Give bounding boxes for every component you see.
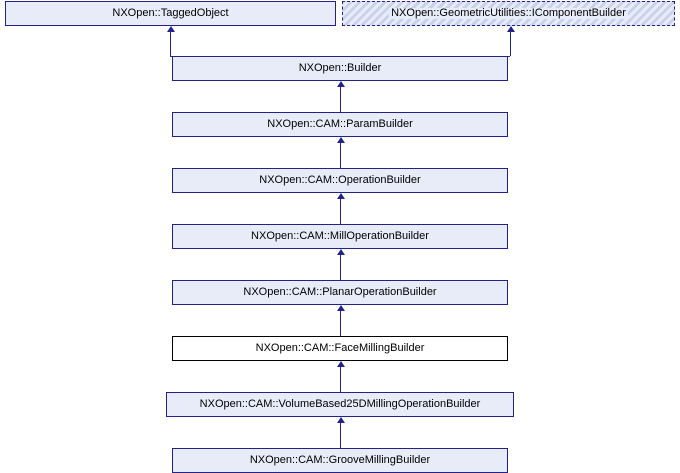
- edge-parambuilder-builder: [340, 87, 341, 112]
- arrowhead-milloperationbuilder-to-operationbuilder: [337, 193, 345, 199]
- arrowhead-planaroperationbuilder-to-milloperationbuilder: [337, 249, 345, 255]
- arrowhead-builder-to-icomponentbuilder: [507, 26, 515, 32]
- class-node-groovemillingbuilder[interactable]: [172, 448, 508, 473]
- class-node-label: NXOpen::CAM::ParamBuilder: [267, 118, 413, 130]
- arrowhead-facemillingbuilder-to-planaroperationbuilder: [337, 305, 345, 311]
- arrowhead-groovemillingbuilder-to-volumebased25d: [337, 417, 345, 423]
- class-node-parambuilder[interactable]: [172, 112, 508, 137]
- arrowhead-builder-to-taggedobject: [167, 26, 175, 32]
- class-node-label: NXOpen::TaggedObject: [112, 7, 229, 19]
- arrowhead-volumebased25d-to-facemillingbuilder: [337, 361, 345, 367]
- class-node-label: NXOpen::CAM::VolumeBased25DMillingOperationBuilder: [199, 398, 481, 410]
- arrowhead-operationbuilder-to-parambuilder: [337, 137, 345, 143]
- class-node-taggedobject[interactable]: [5, 1, 336, 26]
- class-node-volumebased25dmillingoperationbuilder[interactable]: [166, 392, 514, 417]
- edge-planaroperationbuilder-milloperationbuilder: [340, 255, 341, 280]
- class-node-milloperationbuilder[interactable]: [172, 224, 508, 249]
- class-node-label: NXOpen::CAM::OperationBuilder: [259, 174, 421, 186]
- class-node-label: NXOpen::Builder: [298, 62, 382, 74]
- class-node-facemillingbuilder[interactable]: [172, 336, 508, 361]
- class-node-label: NXOpen::CAM::MillOperationBuilder: [251, 230, 429, 242]
- class-node-operationbuilder[interactable]: [172, 168, 508, 193]
- edge-volumebased25d-facemillingbuilder: [340, 367, 341, 392]
- class-node-label: NXOpen::CAM::PlanarOperationBuilder: [243, 286, 437, 298]
- edge-facemillingbuilder-planaroperationbuilder: [340, 311, 341, 336]
- interface-node-icomponentbuilder[interactable]: [342, 1, 675, 26]
- edge-builder-icomponentbuilder-vertical: [510, 32, 511, 56]
- edge-builder-icomponentbuilder-horizontal: [508, 56, 510, 57]
- class-node-planaroperationbuilder[interactable]: [172, 280, 508, 305]
- edge-builder-taggedobject-vertical: [170, 32, 171, 56]
- interface-node-label: NXOpen::GeometricUtilities::IComponentBuilder: [391, 7, 626, 19]
- edge-groovemillingbuilder-volumebased25d: [340, 423, 341, 448]
- class-node-label: NXOpen::CAM::FaceMillingBuilder: [255, 342, 425, 354]
- edge-builder-taggedobject-horizontal: [170, 56, 172, 57]
- class-node-label: NXOpen::CAM::GrooveMillingBuilder: [249, 454, 431, 466]
- class-node-builder[interactable]: [172, 56, 508, 81]
- edge-operationbuilder-parambuilder: [340, 143, 341, 168]
- edge-milloperationbuilder-operationbuilder: [340, 199, 341, 224]
- arrowhead-parambuilder-to-builder: [337, 81, 345, 87]
